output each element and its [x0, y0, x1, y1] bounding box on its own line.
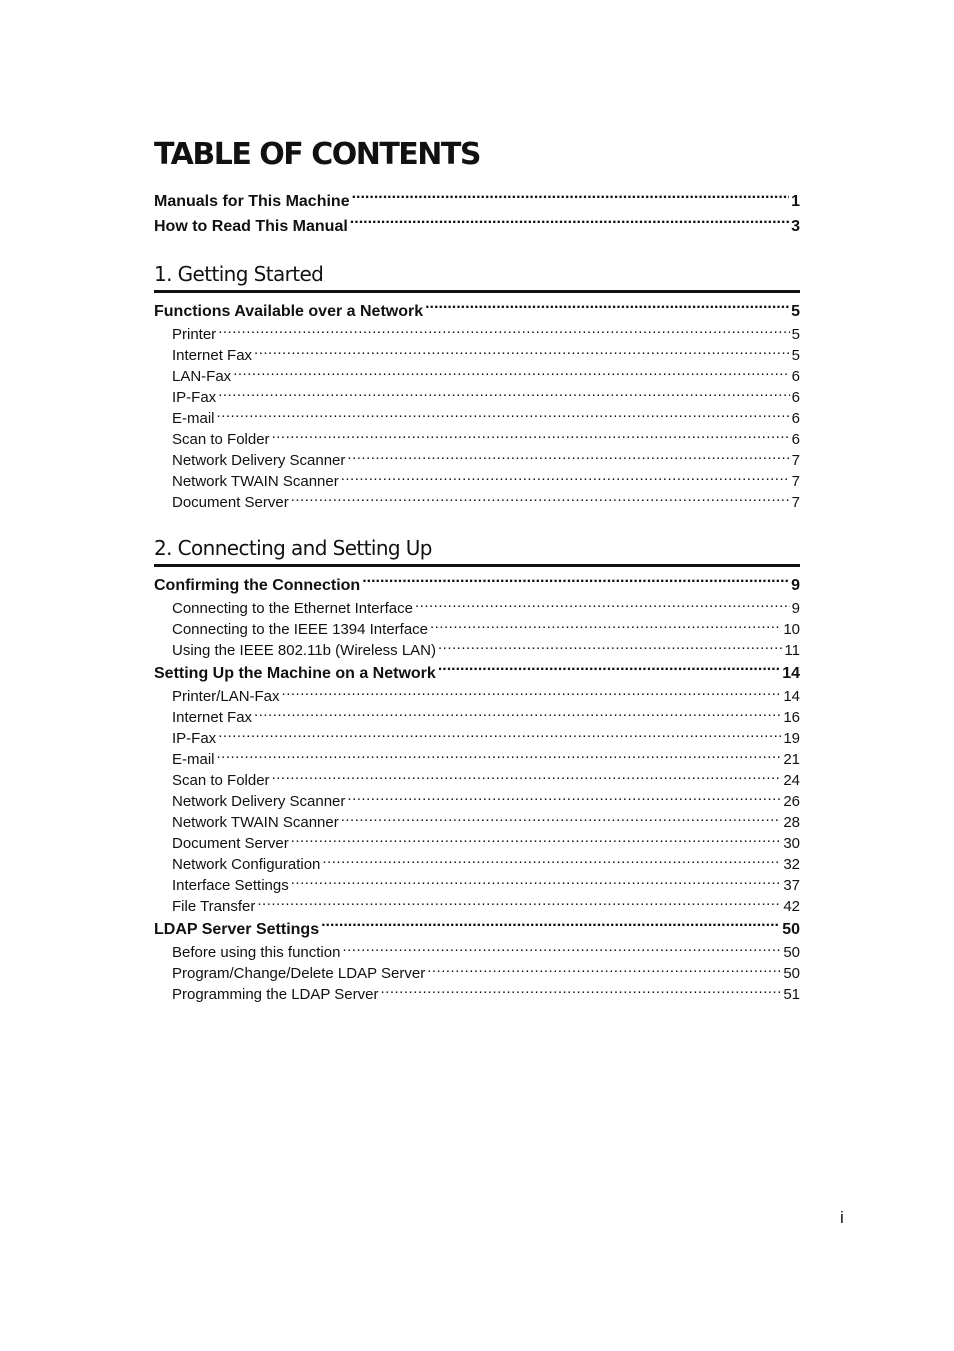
- entry-label: Scan to Folder: [172, 772, 270, 789]
- entry-label: IP-Fax: [172, 389, 217, 406]
- dot-leader: [254, 345, 790, 360]
- toc-entry-sub[interactable]: [154, 450, 800, 471]
- entry-page-number: 14: [783, 688, 800, 705]
- toc-entry-sub[interactable]: [154, 707, 800, 728]
- dot-leader: [352, 190, 790, 206]
- entry-label: Network Delivery Scanner: [172, 793, 346, 810]
- intro-entries: [154, 189, 800, 239]
- entry-label: Manuals for This Machine: [154, 193, 350, 210]
- dot-leader: [341, 471, 790, 486]
- chapter-heading: 2. Connecting and Setting Up: [154, 535, 800, 567]
- entry-page-number: 7: [791, 473, 800, 490]
- dot-leader: [415, 598, 790, 613]
- toc-entry-sub[interactable]: [154, 471, 800, 492]
- toc-entry-sub[interactable]: [154, 387, 800, 408]
- dot-leader: [425, 300, 789, 316]
- dot-leader: [272, 770, 782, 785]
- toc-entry-sub[interactable]: [154, 896, 800, 917]
- toc-entry-sub[interactable]: [154, 963, 800, 984]
- dot-leader: [272, 429, 790, 444]
- dot-leader: [257, 896, 781, 911]
- entry-label: Network TWAIN Scanner: [172, 473, 339, 490]
- dot-leader: [438, 640, 782, 655]
- page-number: i: [840, 1208, 844, 1227]
- toc-entry-sub[interactable]: [154, 429, 800, 450]
- entry-label: Connecting to the Ethernet Interface: [172, 600, 413, 617]
- entry-page-number: 5: [791, 347, 800, 364]
- entry-page-number: 6: [791, 431, 800, 448]
- entry-page-number: 7: [791, 452, 800, 469]
- toc-entry-sub[interactable]: [154, 984, 800, 1005]
- entry-page-number: 50: [783, 944, 800, 961]
- entry-label: Document Server: [172, 835, 289, 852]
- entry-label: Internet Fax: [172, 709, 253, 726]
- entry-label: Printer/LAN-Fax: [172, 688, 280, 705]
- dot-leader: [291, 492, 790, 507]
- entry-page-number: 3: [791, 218, 800, 235]
- entry-page-number: 50: [783, 965, 800, 982]
- entry-label: E-mail: [172, 751, 215, 768]
- entry-label: Confirming the Connection: [154, 577, 361, 594]
- entry-page-number: 42: [783, 898, 800, 915]
- dot-leader: [380, 984, 781, 999]
- dot-leader: [350, 215, 789, 231]
- entry-page-number: 1: [791, 193, 800, 210]
- entry-page-number: 26: [783, 793, 800, 810]
- toc-entry-sub[interactable]: [154, 366, 800, 387]
- entry-page-number: 6: [791, 410, 800, 427]
- toc-entry-sub[interactable]: [154, 833, 800, 854]
- dot-leader: [341, 812, 782, 827]
- entry-label: Interface Settings: [172, 877, 289, 894]
- toc-entry-main[interactable]: [154, 661, 800, 686]
- toc-entry-main[interactable]: [154, 214, 800, 239]
- toc-entry-sub[interactable]: [154, 812, 800, 833]
- toc-entry-sub[interactable]: [154, 686, 800, 707]
- chapter-list: [154, 261, 800, 1005]
- entry-page-number: 9: [791, 600, 800, 617]
- toc-entry-main[interactable]: [154, 573, 800, 598]
- entry-label: E-mail: [172, 410, 215, 427]
- entry-page-number: 16: [783, 709, 800, 726]
- entry-page-number: 50: [782, 921, 800, 938]
- entry-page-number: 21: [783, 751, 800, 768]
- dot-leader: [438, 662, 780, 678]
- toc-entry-sub[interactable]: [154, 324, 800, 345]
- toc-entry-sub[interactable]: [154, 408, 800, 429]
- entry-label: Connecting to the IEEE 1394 Interface: [172, 621, 429, 638]
- entry-page-number: 5: [791, 303, 800, 320]
- dot-leader: [362, 574, 789, 590]
- dot-leader: [217, 408, 790, 423]
- dot-leader: [233, 366, 789, 381]
- entry-label: Network TWAIN Scanner: [172, 814, 339, 831]
- entry-label: Program/Change/Delete LDAP Server: [172, 965, 426, 982]
- toc-entry-sub[interactable]: [154, 875, 800, 896]
- toc-entry-sub[interactable]: [154, 791, 800, 812]
- dot-leader: [427, 963, 781, 978]
- toc-entry-sub[interactable]: [154, 728, 800, 749]
- dot-leader: [322, 854, 781, 869]
- dot-leader: [254, 707, 781, 722]
- toc-entry-main[interactable]: [154, 189, 800, 214]
- entry-page-number: 24: [783, 772, 800, 789]
- entry-label: Printer: [172, 326, 217, 343]
- entry-label: Internet Fax: [172, 347, 253, 364]
- entry-label: Document Server: [172, 494, 289, 511]
- toc-entry-main[interactable]: [154, 299, 800, 324]
- entry-page-number: 14: [782, 665, 800, 682]
- entry-page-number: 19: [783, 730, 800, 747]
- entry-label: LAN-Fax: [172, 368, 232, 385]
- toc-entry-sub[interactable]: [154, 770, 800, 791]
- entry-page-number: 10: [783, 621, 800, 638]
- entry-label: Before using this function: [172, 944, 341, 961]
- entry-page-number: 32: [783, 856, 800, 873]
- dot-leader: [282, 686, 782, 701]
- entry-label: IP-Fax: [172, 730, 217, 747]
- entry-page-number: 6: [791, 368, 800, 385]
- entry-page-number: 28: [783, 814, 800, 831]
- dot-leader: [291, 875, 782, 890]
- dot-leader: [347, 791, 781, 806]
- entry-label: LDAP Server Settings: [154, 921, 320, 938]
- toc-entry-sub[interactable]: [154, 640, 800, 661]
- toc-entry-sub[interactable]: [154, 942, 800, 963]
- entry-page-number: 9: [791, 577, 800, 594]
- toc-entry-main[interactable]: [154, 917, 800, 942]
- toc-entry-sub[interactable]: [154, 598, 800, 619]
- dot-leader: [218, 324, 789, 339]
- dot-leader: [347, 450, 789, 465]
- dot-leader: [342, 942, 781, 957]
- entry-page-number: 11: [784, 642, 800, 659]
- toc-page: [154, 133, 800, 1005]
- chapter-section: [154, 535, 800, 1005]
- dot-leader: [291, 833, 782, 848]
- entry-label: Scan to Folder: [172, 431, 270, 448]
- entry-label: Functions Available over a Network: [154, 303, 424, 320]
- entry-page-number: 7: [791, 494, 800, 511]
- entry-page-number: 30: [783, 835, 800, 852]
- entry-page-number: 37: [783, 877, 800, 894]
- toc-entry-sub[interactable]: [154, 492, 800, 513]
- toc-entry-sub[interactable]: [154, 345, 800, 366]
- entry-label: File Transfer: [172, 898, 256, 915]
- dot-leader: [218, 728, 781, 743]
- entry-label: Programming the LDAP Server: [172, 986, 379, 1003]
- entry-label: Setting Up the Machine on a Network: [154, 665, 436, 682]
- entry-label: Using the IEEE 802.11b (Wireless LAN): [172, 642, 437, 659]
- entry-label: Network Configuration: [172, 856, 321, 873]
- entry-label: How to Read This Manual: [154, 218, 348, 235]
- entry-page-number: 6: [791, 389, 800, 406]
- chapter-heading: 1. Getting Started: [154, 261, 800, 293]
- entry-label: Network Delivery Scanner: [172, 452, 346, 469]
- dot-leader: [218, 387, 789, 402]
- chapter-section: [154, 261, 800, 513]
- page-title: TABLE OF CONTENTS: [154, 137, 480, 172]
- entry-page-number: 51: [783, 986, 800, 1003]
- toc-entry-sub[interactable]: [154, 854, 800, 875]
- entry-page-number: 5: [791, 326, 800, 343]
- dot-leader: [430, 619, 781, 634]
- toc-entry-sub[interactable]: [154, 749, 800, 770]
- toc-entry-sub[interactable]: [154, 619, 800, 640]
- dot-leader: [321, 918, 780, 934]
- dot-leader: [217, 749, 782, 764]
